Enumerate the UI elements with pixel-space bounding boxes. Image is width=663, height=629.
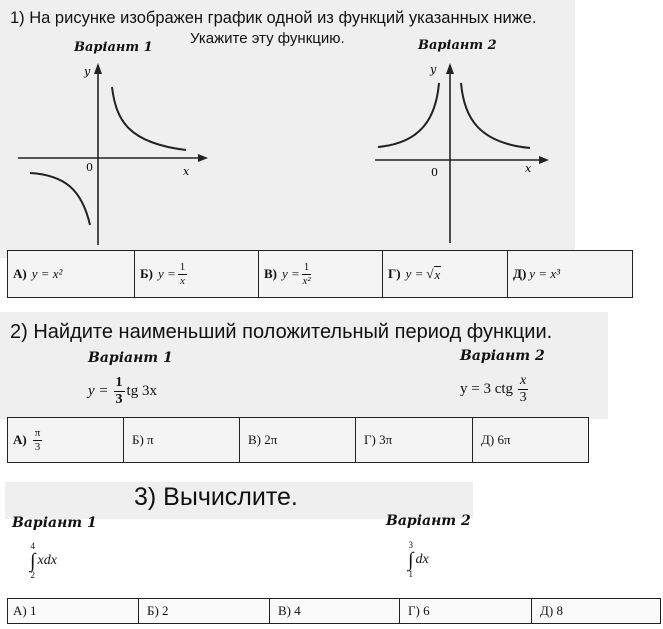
q2-answer-b[interactable]: Б) π — [124, 418, 240, 462]
q2-answer-a-fraction — [33, 428, 43, 453]
q2-answer-a-num: π — [34, 426, 41, 439]
q3-answer-g[interactable]: Г) 6 — [400, 599, 532, 623]
q3-answers-row — [7, 598, 661, 624]
graph1-branch-negative — [30, 173, 90, 225]
q2-title: 2) Найдите наименьший положительный период функции. — [10, 321, 553, 343]
q2-function-variant2 — [460, 374, 530, 405]
q3-answer-v[interactable]: В) 4 — [270, 599, 400, 623]
q1-variant1-label: Варіант 1 — [74, 40, 153, 55]
q1-answer-d[interactable] — [508, 251, 632, 297]
graph2-y-arrow — [446, 63, 454, 74]
q1-answer-v-lhs: y = — [282, 266, 300, 281]
q1-answer-g-radicand: x — [434, 266, 441, 282]
q2-func1-rest: tg 3x — [126, 383, 157, 399]
q3-int2-expr: dx — [415, 552, 429, 567]
q1-answers-row — [7, 250, 633, 298]
q1-answer-b[interactable] — [135, 251, 259, 297]
q2-answer-a-label: А) — [13, 432, 27, 447]
q2-answer-a[interactable] — [8, 418, 124, 462]
q2-func2-den: 3 — [519, 390, 527, 405]
graph1-origin-label: 0 — [86, 161, 93, 174]
q1-answer-a-label: А) — [13, 266, 27, 281]
q3-int2-lower: 1 — [408, 569, 413, 579]
q2-answer-v[interactable]: В) 2π — [240, 418, 356, 462]
q1-answer-g-lhs: y = — [405, 266, 424, 281]
q2-func1-num: 1 — [115, 375, 123, 390]
q2-answer-g[interactable]: Г) 3π — [356, 418, 473, 462]
q2-variant2-label: Варіант 2 — [460, 348, 545, 364]
graph1-y-arrow — [94, 63, 102, 74]
q1-title-line2: Укажите эту функцию. — [190, 30, 345, 47]
q2-func1-den: 3 — [115, 392, 123, 407]
q3-int2-sign: 3 ∫ 1 — [408, 540, 414, 579]
graph2-branch-left — [378, 83, 439, 147]
graph2-y-label: y — [430, 63, 437, 76]
q2-answers-row — [7, 417, 589, 463]
q3-title: 3) Вычислите. — [134, 483, 298, 511]
q3-answer-a[interactable]: А) 1 — [8, 599, 139, 623]
q2-func2-fraction — [518, 374, 528, 405]
q3-variant1-label: Варіант 1 — [12, 515, 97, 531]
q1-answer-b-num: 1 — [179, 260, 186, 273]
q3-answer-b[interactable]: Б) 2 — [139, 599, 270, 623]
graph2-x-arrow — [539, 156, 549, 164]
q1-title: 1) На рисунке изображен график одной из функций указанных ниже. — [10, 9, 537, 27]
q1-answer-a-expr: y = x² — [31, 266, 63, 281]
q3-variant2-label: Варіант 2 — [386, 513, 471, 529]
q1-answer-g-label: Г) — [388, 266, 401, 281]
q1-answer-b-label: Б) — [140, 266, 153, 281]
q1-answer-v-fraction — [302, 262, 312, 287]
q2-variant1-label: Варіант 1 — [88, 350, 173, 366]
q1-answer-d-label: Д) — [513, 266, 527, 281]
q1-answer-g-sqrt: √ — [426, 266, 434, 281]
q2-answer-d[interactable]: Д) 6π — [481, 432, 511, 447]
q2-func1-lhs: y = — [88, 383, 109, 399]
q3-int1-upper: 4 — [30, 541, 35, 551]
q1-answer-a[interactable] — [8, 251, 135, 297]
q2-func2-lhs: y = 3 ctg — [460, 381, 514, 397]
q3-integral-variant1 — [30, 542, 57, 580]
q1-answer-g[interactable] — [383, 251, 508, 297]
q3-int1-expr: xdx — [37, 553, 57, 568]
q1-answer-d-expr: y = x³ — [529, 266, 560, 281]
q2-function-variant1 — [88, 376, 157, 407]
graph1-y-label: y — [84, 65, 91, 78]
q3-int1-lower: 2 — [30, 570, 35, 580]
q3-int1-sign: 4 ∫ 2 — [30, 541, 36, 580]
graph2-x-label: x — [525, 162, 532, 175]
graph2-branch-right — [461, 83, 530, 148]
graph-variant1 — [10, 55, 220, 250]
q2-answer-a-den: 3 — [34, 440, 41, 453]
q1-variant2-label: Варіант 2 — [418, 38, 497, 53]
graph-variant2 — [360, 55, 570, 250]
q1-answer-v-num: 1 — [303, 260, 310, 273]
q1-answer-b-den: x — [180, 274, 185, 287]
q2-func2-num: x — [520, 373, 527, 388]
q3-integral-variant2 — [408, 541, 429, 579]
q1-answer-v-den: x² — [302, 274, 311, 287]
graph1-x-label: x — [183, 165, 190, 178]
graph1-x-arrow — [198, 154, 208, 162]
q3-int2-upper: 3 — [408, 540, 413, 550]
q1-answer-v-label: В) — [264, 266, 277, 281]
graph1-branch-positive — [112, 87, 186, 150]
q1-answer-v[interactable] — [259, 251, 383, 297]
q1-answer-b-lhs: y = — [157, 266, 176, 281]
q3-answer-d[interactable]: Д) 8 — [540, 603, 563, 618]
q1-answer-b-fraction — [178, 262, 188, 287]
q2-func1-fraction — [114, 376, 125, 407]
graph2-origin-label: 0 — [431, 166, 438, 179]
